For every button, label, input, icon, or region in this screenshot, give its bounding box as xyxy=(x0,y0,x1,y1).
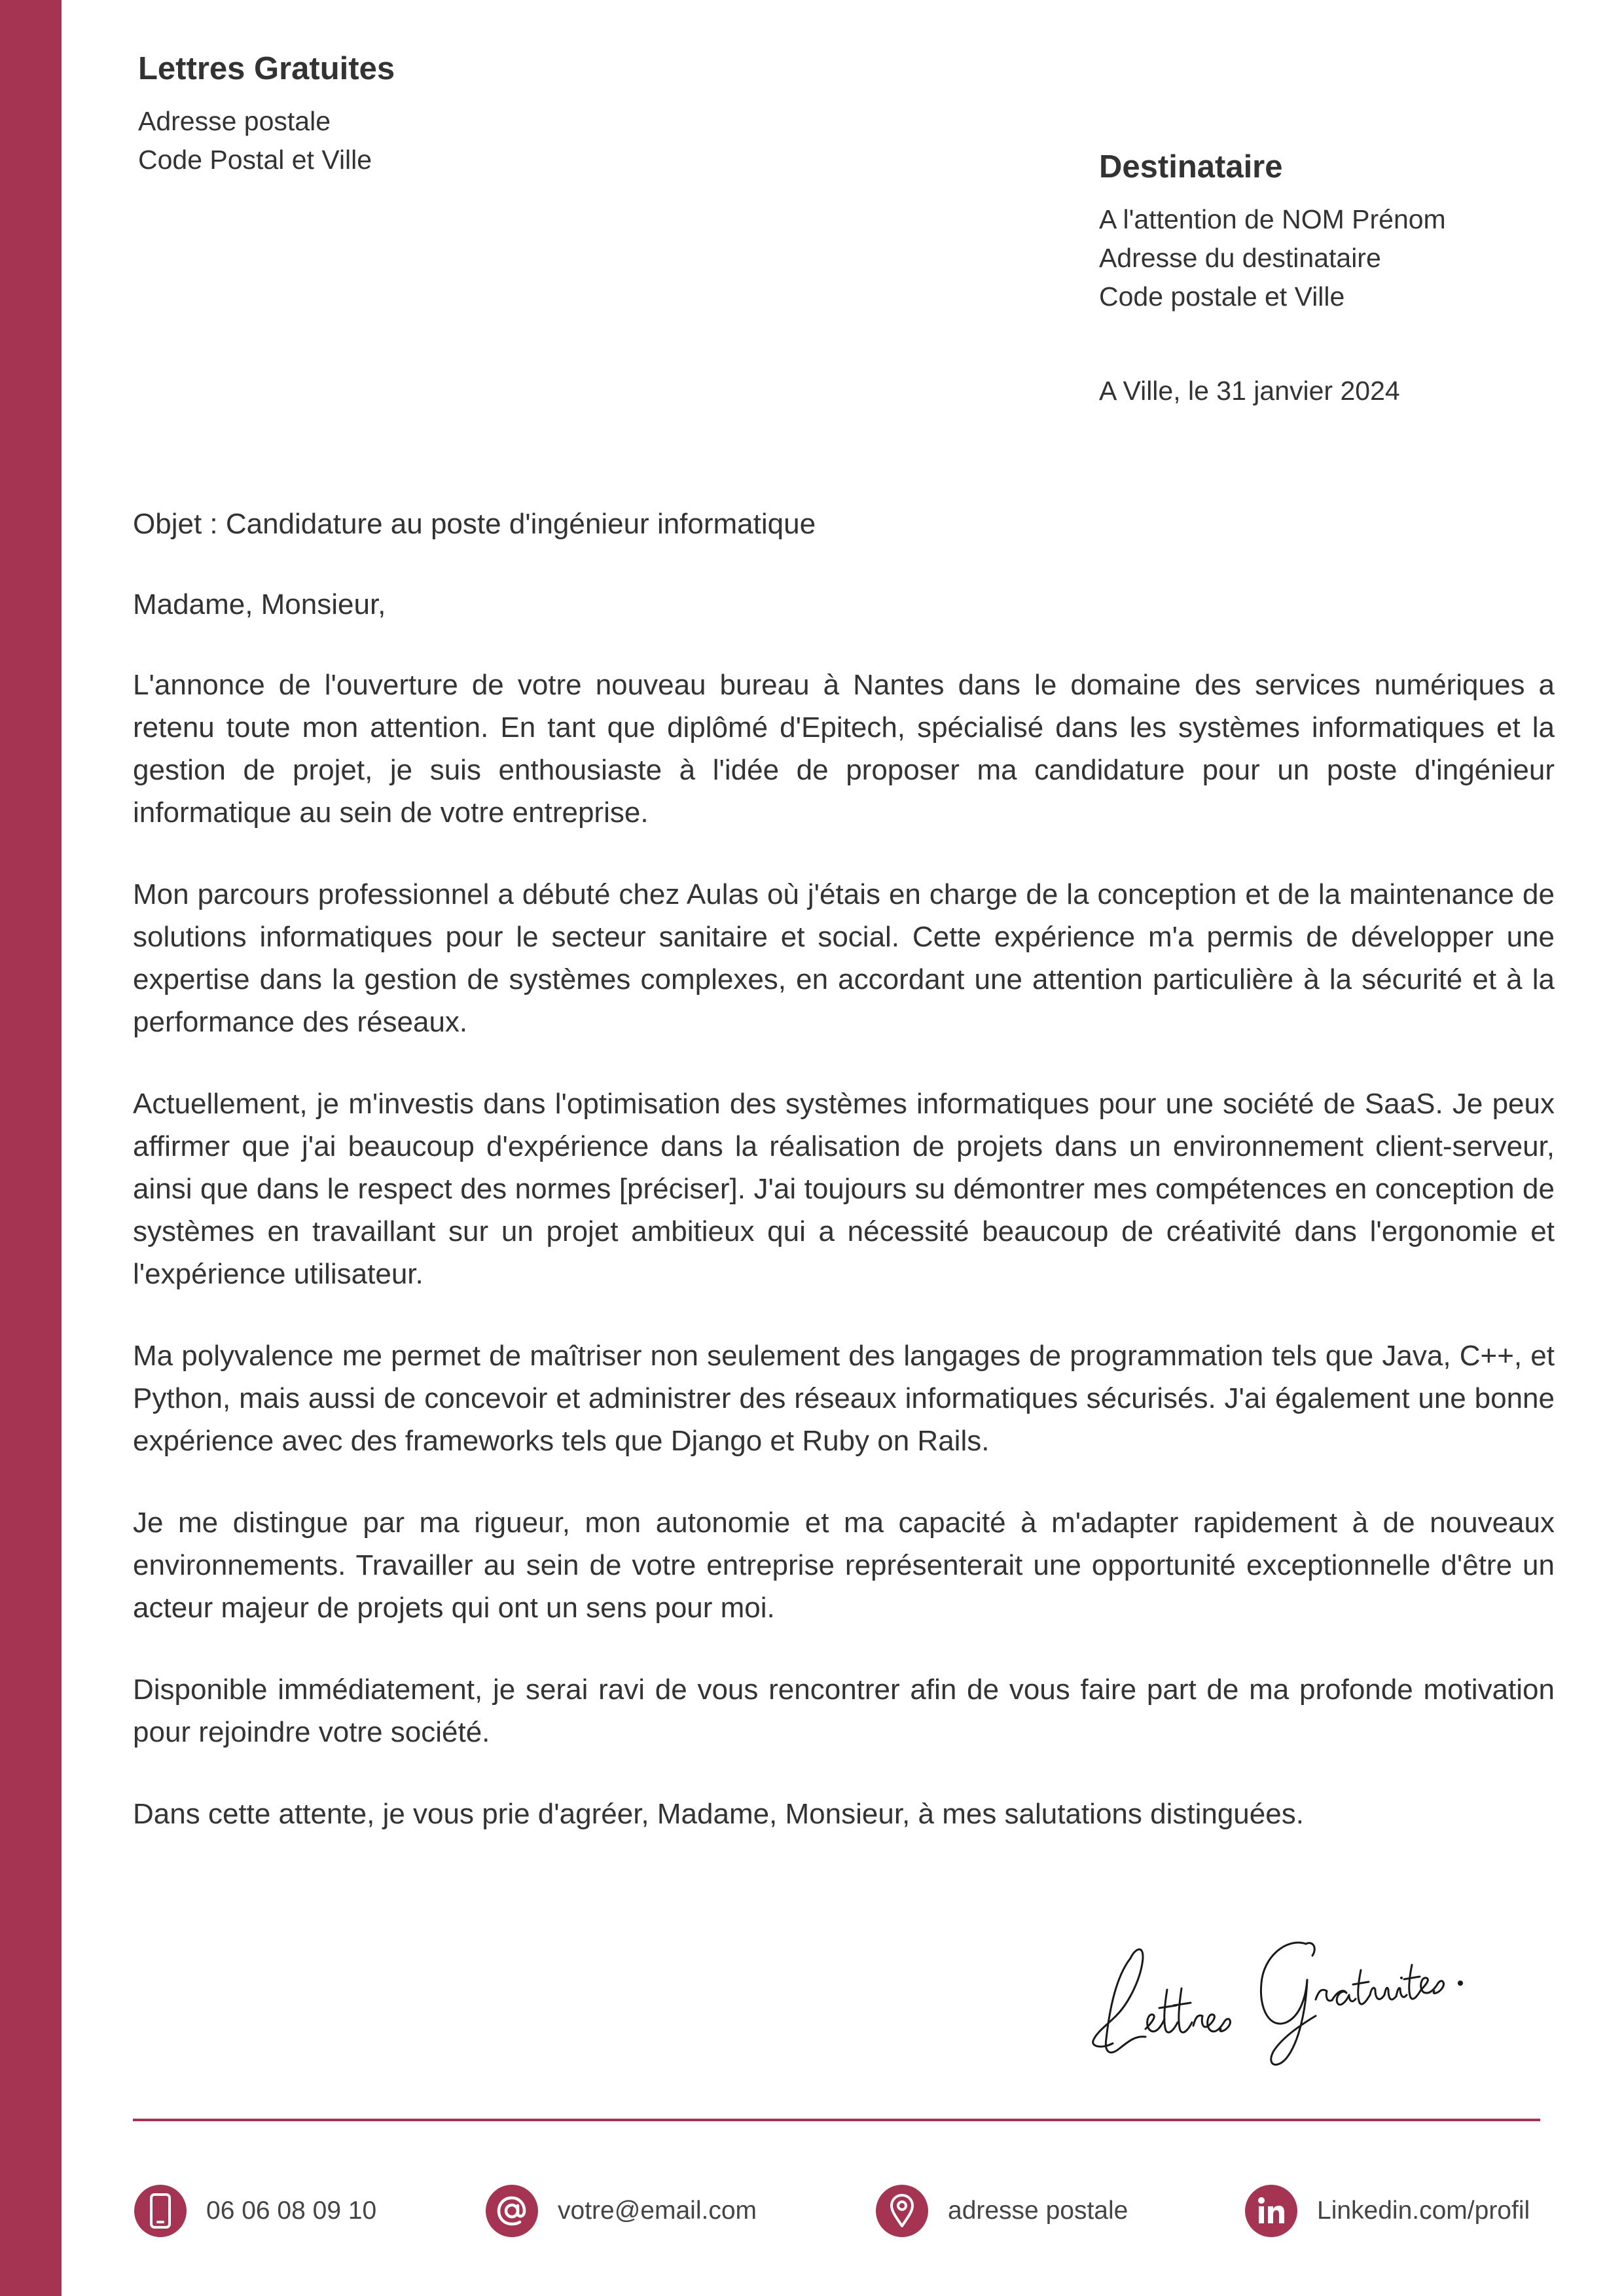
recipient-address: Adresse du destinataire xyxy=(1099,243,1381,273)
handwritten-signature xyxy=(1090,1918,1483,2075)
recipient-attention: A l'attention de NOM Prénom xyxy=(1099,204,1446,234)
letter-paragraph-2: Mon parcours professionnel a débuté chez Aulas où j'étais en charge de la conception et de la maintenance de solutions informatiques pour le secteur sanitaire et social. Cette expérience m'a permis de développer une expertise dans la gestion de systèmes complexes, en accordant une attention particulière à la sécurité et à la performance des réseaux. xyxy=(133,878,1555,1038)
sender-city: Code Postal et Ville xyxy=(138,145,372,175)
accent-side-band xyxy=(0,0,62,2296)
letter-paragraph-3: Actuellement, je m'investis dans l'optimisation des systèmes informatiques pour une société de SaaS. Je peux affirmer que j'ai beaucoup d'expérience dans la réalisation de projets dans un environnement client-serveur, ainsi que dans le respect des normes [préciser]. J'ai toujours su démontrer mes compétences en conception de systèmes en travaillant sur un projet ambitieux qui a nécessité beaucoup de créativité dans l'ergonomie et l'expérience utilisateur. xyxy=(133,1088,1555,1290)
recipient-title: Destinataire xyxy=(1099,149,1283,185)
letter-paragraph-6: Disponible immédiatement, je serai ravi de vous rencontrer afin de vous faire part de ma profonde motivation pour rejoindre votre société. xyxy=(133,1674,1555,1748)
letter-subject: Objet : Candidature au poste d'ingénieur informatique xyxy=(133,508,816,540)
phone-icon xyxy=(134,2185,187,2237)
letter-salutation: Madame, Monsieur, xyxy=(133,588,386,620)
footer-address-label: adresse postale xyxy=(948,2197,1128,2225)
footer-phone xyxy=(134,2185,376,2237)
letter-paragraph-1: L'annonce de l'ouverture de votre nouveau bureau à Nantes dans le domaine des services numériques a retenu toute mon attention. En tant que diplômé d'Epitech, spécialisé dans les systèmes informatiques et la gestion de projet, je suis enthousiaste à l'idée de proposer ma candidature pour un poste d'ingénieur informatique au sein de votre entreprise. xyxy=(133,669,1555,829)
footer-email xyxy=(486,2185,757,2237)
letter-closing: Dans cette attente, je vous prie d'agréer, Madame, Monsieur, à mes salutations distinguées. xyxy=(133,1798,1304,1830)
footer-linkedin xyxy=(1245,2185,1530,2237)
footer-address xyxy=(876,2185,1128,2237)
at-icon xyxy=(486,2185,538,2237)
sender-address: Adresse postale xyxy=(138,106,331,136)
letter-date: A Ville, le 31 janvier 2024 xyxy=(1099,376,1400,406)
recipient-city: Code postale et Ville xyxy=(1099,281,1345,312)
footer-divider xyxy=(133,2119,1540,2121)
sender-name: Lettres Gratuites xyxy=(138,51,395,86)
map-pin-icon xyxy=(876,2185,928,2237)
linkedin-icon xyxy=(1245,2185,1297,2237)
recipient-block xyxy=(1099,144,1597,316)
footer-linkedin-label: Linkedin.com/profil xyxy=(1317,2197,1530,2225)
letter-paragraph-4: Ma polyvalence me permet de maîtriser non seulement des langages de programmation tels que Java, C++, et Python, mais aussi de concevoir et administrer des réseaux informatiques sécurisés. J'ai également une bonne expérience avec des frameworks tels que Django et Ruby on Rails. xyxy=(133,1340,1555,1457)
footer-email-label: votre@email.com xyxy=(558,2197,757,2225)
footer-phone-label: 06 06 08 09 10 xyxy=(206,2197,377,2225)
letter-body xyxy=(133,503,1555,1874)
letter-paragraph-5: Je me distingue par ma rigueur, mon autonomie et ma capacité à m'adapter rapidement à de nouveaux environnements. Travailler au sein de votre entreprise représenterait une opportunité exceptionnelle d'être un acteur majeur de projets qui ont un sens pour moi. xyxy=(133,1507,1555,1624)
sender-block xyxy=(138,46,727,179)
